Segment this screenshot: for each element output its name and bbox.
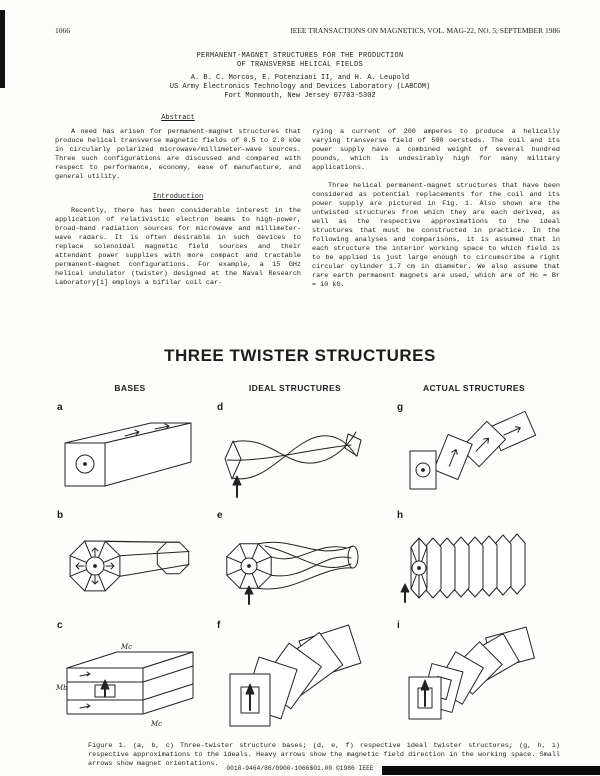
paper-title-line1: PERMANENT-MAGNET STRUCTURES FOR THE PRODUCTION <box>196 52 404 60</box>
abstract-heading: Abstract <box>161 114 195 122</box>
figure-col-header-actual: ACTUAL STRUCTURES <box>422 383 526 393</box>
figure-heading: THREE TWISTER STRUCTURES <box>164 346 436 365</box>
figure-cell-e <box>215 506 375 616</box>
abstract-text: A need has arisen for permanent-magnet structures that produce helical transverse magnetic fields of 0.5 to 2.0 kOe in circularly polarized microwave/millimeter-wave sources. Three such configurations are discussed and compared with respect to performance, economy, ease of manufacture, and general utility. <box>55 128 301 181</box>
annotation-mb: Mb <box>56 684 68 692</box>
annotation-mc-bottom: Mc <box>151 720 163 728</box>
structure-h-drawing <box>395 506 555 616</box>
figure-col-header-ideal: IDEAL STRUCTURES <box>248 383 342 393</box>
figure-label-d: d <box>217 402 224 413</box>
figure-label-b: b <box>57 510 64 521</box>
structure-c-drawing <box>55 616 215 732</box>
figure-caption: Figure 1. (a, b, c) Three-twister structure bases; (d, e, f) respective ideal twister structures; (g, h, i) respective approximations to the ideals. Heavy arrows show the magnetic field direction in the working space. Small arrows show magnet orientations. <box>88 741 560 768</box>
affiliation-line1: US Army Electronics Technology and Devices Laboratory (LABCOM) <box>169 83 431 91</box>
figure-cell-f <box>215 616 380 732</box>
figure-label-h: h <box>397 510 404 521</box>
figure-cell-d <box>215 398 375 504</box>
affiliation-line2: Fort Monmouth, New Jersey 07703-5302 <box>224 92 376 100</box>
journal-header: IEEE TRANSACTIONS ON MAGNETICS, VOL. MAG-22, NO. 5, SEPTEMBER 1986 <box>290 26 560 35</box>
figure-label-i: i <box>397 620 400 631</box>
title-block <box>0 52 600 101</box>
figure-cell-b <box>55 506 205 616</box>
figure-label-e: e <box>217 510 223 521</box>
figure-cell-a <box>55 398 205 504</box>
figure-label-f: f <box>217 620 221 631</box>
structure-e-drawing <box>215 506 375 616</box>
paper-title-line2: OF TRANSVERSE HELICAL FIELDS <box>236 61 364 69</box>
figure-cell-g <box>395 398 555 504</box>
structure-b-drawing <box>55 506 205 616</box>
scan-artifact-bar <box>382 766 600 775</box>
figure-label-c: c <box>57 620 63 631</box>
figure-cell-h <box>395 506 555 616</box>
right-column <box>312 114 560 290</box>
introduction-text: Recently, there has been considerable interest in the application of relativistic electron beams to high-power, broad-band radiation sources for microwave and millimeter-wave radars. It is often desirable in such devices to replace solenoidal magnetic field sources and their attendant power supplies with more compact and tractable permanent-magnet configurations. For example, a 15 GHz helical undulator (twister) designed at the Naval Research Laboratory[1] employs a bifilar coil car- <box>55 207 301 287</box>
page-header <box>55 26 560 35</box>
introduction-heading: Introduction <box>152 193 204 201</box>
authors: A. B. C. Morcos, E. Potenziani II, and H. A. Leupold <box>190 74 410 82</box>
structure-g-drawing <box>395 398 555 504</box>
figure-label-g: g <box>397 402 404 413</box>
right-col-para1: rying a current of 200 amperes to produce a helically varying transverse field of 500 oersteds. The coil and its power supply have a combined weight of several hundred pounds, which is undesirably high for many military applications. <box>312 128 560 172</box>
left-column <box>55 114 301 288</box>
structure-i-drawing <box>395 616 560 732</box>
right-col-para2: Three helical permanent-magnet structures that have been considered as potential replacements for the coil and its power supply are pictured in Fig. 1. Also shown are the untwisted structures from which they are each derived, as well as the respective approximations to the ideal structures that must be constructed in practice. In the following analyses and comparisons, it is assumed that in each structure the interior working space to which field is to be applied is just large enough to circumscribe a right circular cylinder 1.7 cm in diameter. We also assume that rare earth permanent magnets are used, which are of Hc = Br = 10 kG. <box>312 182 560 289</box>
figure-label-a: a <box>57 402 63 413</box>
structure-a-drawing <box>55 398 205 504</box>
figure-col-header-bases: BASES <box>114 383 146 393</box>
figure-cell-i <box>395 616 560 732</box>
structure-f-drawing <box>215 616 380 732</box>
structure-d-drawing <box>215 398 375 504</box>
figure-cell-c <box>55 616 215 732</box>
footer-copyright: 0018-9464/86/0900-1066$01.00 ©1986 IEEE <box>226 765 374 772</box>
page-number: 1066 <box>55 26 70 35</box>
annotation-mc-top: Mc <box>121 643 133 651</box>
